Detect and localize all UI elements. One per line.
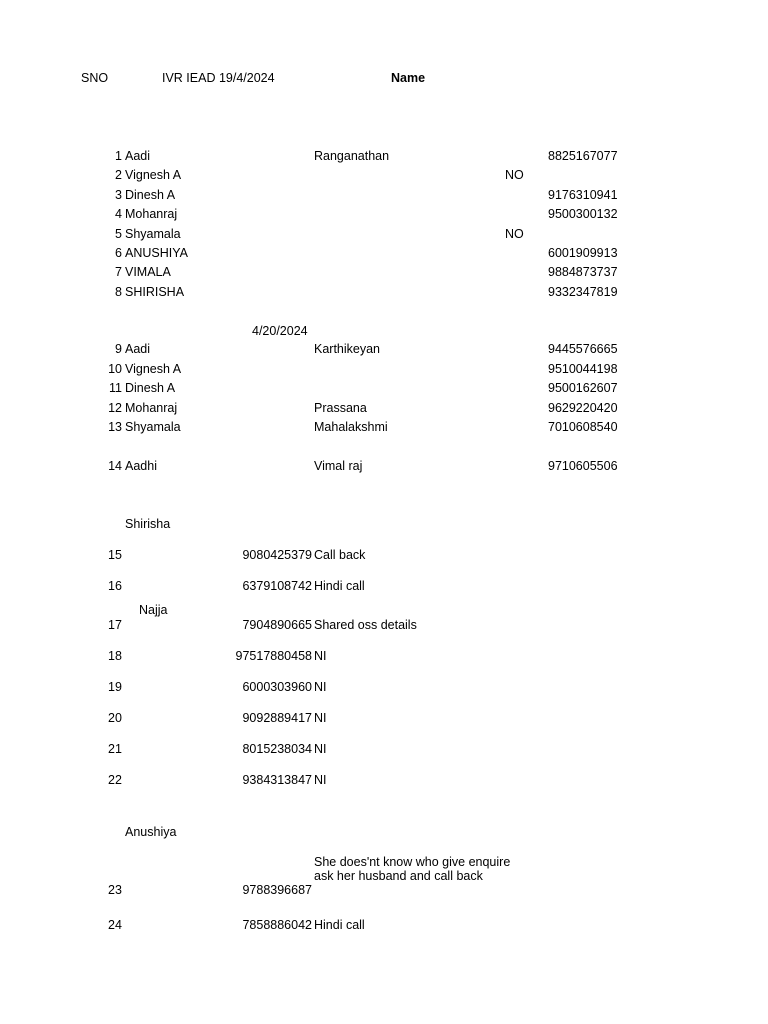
row-phone: 7904890665 (242, 618, 312, 632)
row-agent: Mohanraj (125, 207, 178, 221)
row-remark: Shared oss details (314, 618, 417, 632)
row-status: NO (505, 168, 524, 182)
row-phone: 9332347819 (548, 285, 618, 299)
row-agent: Vignesh A (125, 362, 182, 376)
row-status: NO (505, 227, 524, 241)
row-agent: Mohanraj (125, 401, 178, 415)
row-agent: Shyamala (125, 227, 181, 241)
section-label-shirisha: Shirisha (125, 517, 171, 531)
row-phone: 7010608540 (548, 420, 618, 434)
row-sno: 3 (115, 188, 122, 202)
row-remark: She does'nt know who give enquire ask her husband and call back (314, 855, 511, 883)
row-name: Vimal raj (314, 459, 363, 473)
row-sno: 1 (115, 149, 122, 163)
row-phone: 97517880458 (235, 649, 312, 663)
row-sno: 17 (108, 618, 122, 632)
row-phone: 8825167077 (548, 149, 618, 163)
row-phone: 9080425379 (242, 548, 312, 562)
row-agent: Aadhi (125, 459, 157, 473)
row-agent: Aadi (125, 149, 151, 163)
row-sno: 12 (108, 401, 122, 415)
date-label: 4/20/2024 (252, 324, 308, 338)
row-phone: 9445576665 (548, 342, 618, 356)
row-phone: 9629220420 (548, 401, 618, 415)
row-sno: 19 (108, 680, 122, 694)
row-sno: 21 (108, 742, 122, 756)
row-sno: 15 (108, 548, 122, 562)
row-sno: 23 (108, 883, 122, 897)
row-phone: 7858886042 (242, 918, 312, 932)
row-sno: 16 (108, 579, 122, 593)
section-label-najja: Najja (139, 603, 168, 617)
row-name: Mahalakshmi (314, 420, 388, 434)
row-sno: 18 (108, 649, 122, 663)
row-sno: 14 (108, 459, 122, 473)
row-sno: 7 (115, 265, 122, 279)
row-phone: 9710605506 (548, 459, 618, 473)
header-name: Name (391, 71, 426, 85)
row-remark: NI (314, 680, 327, 694)
row-sno: 9 (115, 342, 122, 356)
row-sno: 2 (115, 168, 122, 182)
row-name: Prassana (314, 401, 367, 415)
row-sno: 5 (115, 227, 122, 241)
row-sno: 4 (115, 207, 122, 221)
row-agent: Aadi (125, 342, 151, 356)
row-phone: 9500300132 (548, 207, 618, 221)
row-phone: 9884873737 (548, 265, 618, 279)
row-phone: 6379108742 (242, 579, 312, 593)
row-phone: 9176310941 (548, 188, 618, 202)
row-sno: 6 (115, 246, 122, 260)
row-sno: 13 (108, 420, 122, 434)
row-sno: 24 (108, 918, 122, 932)
header-sno: SNO (81, 71, 109, 85)
header-ivr-lead: IVR IEAD 19/4/2024 (162, 71, 275, 85)
row-agent: Vignesh A (125, 168, 182, 182)
row-phone: 6000303960 (242, 680, 312, 694)
row-sno: 20 (108, 711, 122, 725)
row-agent: Shyamala (125, 420, 181, 434)
row-phone: 9500162607 (548, 381, 618, 395)
row-sno: 11 (109, 381, 122, 395)
row-agent: ANUSHIYA (125, 246, 188, 260)
row-remark: NI (314, 773, 327, 787)
row-remark: NI (314, 649, 327, 663)
row-remark: Hindi call (314, 579, 365, 593)
row-phone: 9092889417 (242, 711, 312, 725)
row-remark: Hindi call (314, 918, 365, 932)
row-agent: VIMALA (125, 265, 171, 279)
row-remark: Call back (314, 548, 366, 562)
row-phone: 9510044198 (548, 362, 618, 376)
row-agent: Dinesh A (125, 188, 176, 202)
row-sno: 8 (115, 285, 122, 299)
row-sno: 10 (108, 362, 122, 376)
row-phone: 9384313847 (242, 773, 312, 787)
row-sno: 22 (108, 773, 122, 787)
row-agent: SHIRISHA (125, 285, 185, 299)
row-remark: NI (314, 711, 327, 725)
row-agent: Dinesh A (125, 381, 176, 395)
row-phone: 8015238034 (242, 742, 312, 756)
row-remark: NI (314, 742, 327, 756)
row-name: Ranganathan (314, 149, 390, 163)
row-phone: 9788396687 (242, 883, 312, 897)
row-phone: 6001909913 (548, 246, 618, 260)
section-label-anushiya: Anushiya (125, 825, 177, 839)
row-name: Karthikeyan (314, 342, 381, 356)
